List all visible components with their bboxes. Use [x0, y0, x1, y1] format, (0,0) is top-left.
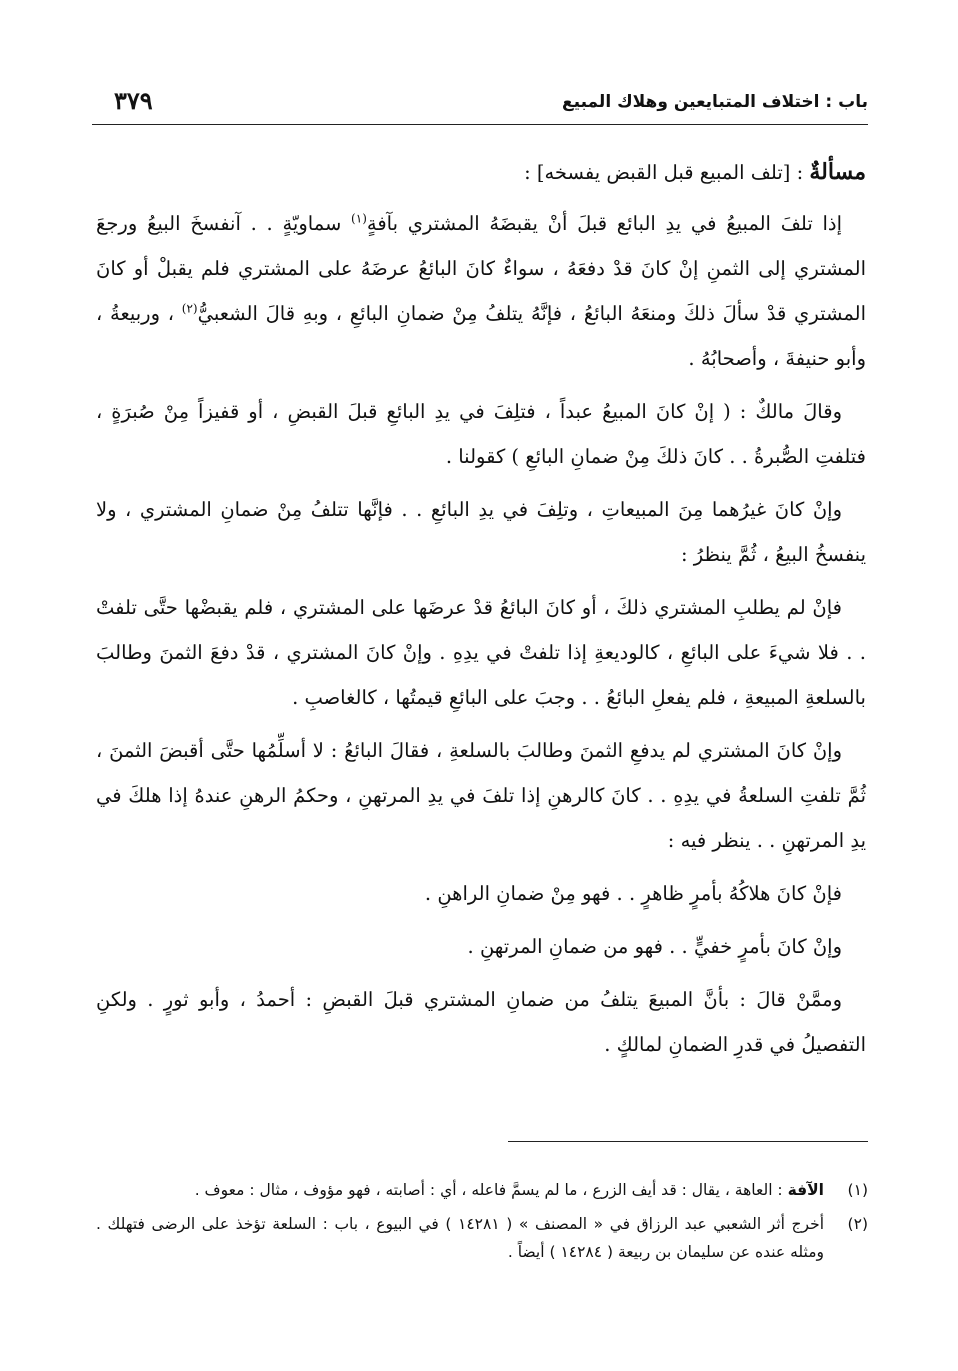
paragraph-1: [96, 201, 866, 381]
paragraph-5: وإنْ كانَ المشتري لم يدفعِ الثمنَ وطالبَ بالسلعةِ ، فقالَ البائعُ : لا أسلِّمُها حتَّى أقبضَ الثمنَ ، ثُمَّ تلفتِ السلعةُ في يدِهِ . . كانَ كالرهنِ إذا تلفَ في يدِ المرتهنِ ، وحكمُ الرهنِ عندهُ إذا هلكَ في يدِ المرتهنِ . . ينظر فيه :: [96, 739, 866, 852]
paragraph-3: وإنْ كانَ غيرُهما مِنَ المبيعاتِ ، وتلِفَ في يدِ البائعِ . . فإنَّها تتلفُ مِنْ ضمانِ المشتري ، ولا ينفسخُ البيعُ ، ثُمَّ ينظرُ :: [96, 498, 866, 566]
footnote-body: : العاهة ، يقال : قد أيف الزرع ، ما لم يسمَّ فاعله ، أي : أصابته ، فهو مؤوف ، مثال : معوف .: [194, 1181, 788, 1199]
heading-label: مسألةٌ: [809, 159, 866, 185]
footnote-2: [96, 1210, 868, 1266]
footnote-1: [96, 1176, 868, 1204]
paragraph-6: فإنْ كانَ هلاكُهُ بأمرٍ ظاهرٍ . . فهو مِنْ ضمانِ الراهنِ .: [424, 882, 842, 905]
paragraph-2: وقالَ مالكٌ : ( إنْ كانَ المبيعُ عبداً ، فتلِفَ في يدِ البائعِ قبلَ القبضِ ، أو قفيزاً مِنْ صُبرَةٍ ، فتلفتِ الصُّبرةُ . . كانَ ذلكَ مِنْ ضمانِ البائعِ ) كقولنا .: [96, 400, 866, 468]
header-divider: [92, 124, 868, 125]
paragraph-1-part-1: إذا تلفَ المبيعُ في يدِ البائع قبلَ أنْ يقبضَهُ المشتري بآفةٍ: [366, 212, 843, 235]
paragraph-7: وإنْ كانَ بأمرٍ خفيٍّ . . فهو من ضمانِ المرتهنِ .: [467, 935, 842, 958]
footnote-divider: [508, 1141, 868, 1142]
footnote-body: أخرج أثر الشعبي عبد الرزاق في « المصنف » ( ١٤٢٨١ ) في البيوع ، باب : السلعة تؤخذ على الرضى فتهلك . ومثله عنده عن سليمان بن ربيعة ( ١٤٢٨٤ ) أيضاً .: [96, 1215, 825, 1261]
page-number: ٣٧٩: [114, 86, 153, 115]
footnote-number: (٢): [847, 1215, 868, 1233]
running-title: باب : اختلاف المتبايعين وهلاك المبيع: [562, 92, 868, 112]
paragraph-1-part-2: سماويّةٍ . . آنفسخَ البيعُ ورجعَ المشتري إلى الثمنِ إنْ كانَ قدْ دفعَهُ ، سواءٌ كانَ البائعُ عرضَهُ على المشتري فلم يقبلْ أو كانَ المشتري قدْ سألَ ذلكَ ومنعَهُ البائعُ ، فإنَّهُ يتلفُ مِنْ ضمانِ البائعِ ، وبهِ قالَ الشعبيُّ: [96, 212, 866, 325]
footnotes: [96, 1176, 868, 1272]
paragraph-4: فإنْ لم يطلبِ المشتري ذلكَ ، أو كانَ البائعُ قدْ عرضَها على المشتري ، فلم يقبضْها حتَّى تلفتْ . . فلا شيءَ على البائعِ ، كالوديعةِ إذا تلفتْ في يدِهِ . وإنْ كانَ المشتري ، قدْ دفعَ الثمنَ وطالبَ بالسلعةِ المبيعةِ ، فلم يفعلِ البائعُ . . وجبَ على البائعِ قيمتُها ، كالغاصبِ .: [96, 596, 866, 709]
footnote-number: (١): [847, 1181, 868, 1199]
footnote-ref-2: (٢): [181, 301, 198, 316]
footnote-text: [96, 1176, 824, 1204]
section-heading: [96, 150, 866, 195]
heading-text: : [تلف المبيع قبل القبض يفسخه] :: [524, 161, 810, 184]
footnote-term: الآفة: [787, 1181, 824, 1199]
footnote-text: [96, 1210, 824, 1266]
page-header: [92, 86, 868, 122]
main-text: [96, 150, 866, 1075]
footnote-ref-1: (١): [351, 211, 367, 226]
paragraph-8: وممَّنْ قالَ : بأنَّ المبيعَ يتلفُ من ضمانِ المشتري قبلَ القبضِ : أحمدُ ، وأبو ثورٍ . ولكنِ التفصيلُ في قدرِ الضمانِ لمالكٍ .: [96, 988, 866, 1056]
paragraph-1-part-3: ، وربيعةُ ، وأبو حنيفةَ ، وأصحابُهُ .: [96, 302, 866, 370]
